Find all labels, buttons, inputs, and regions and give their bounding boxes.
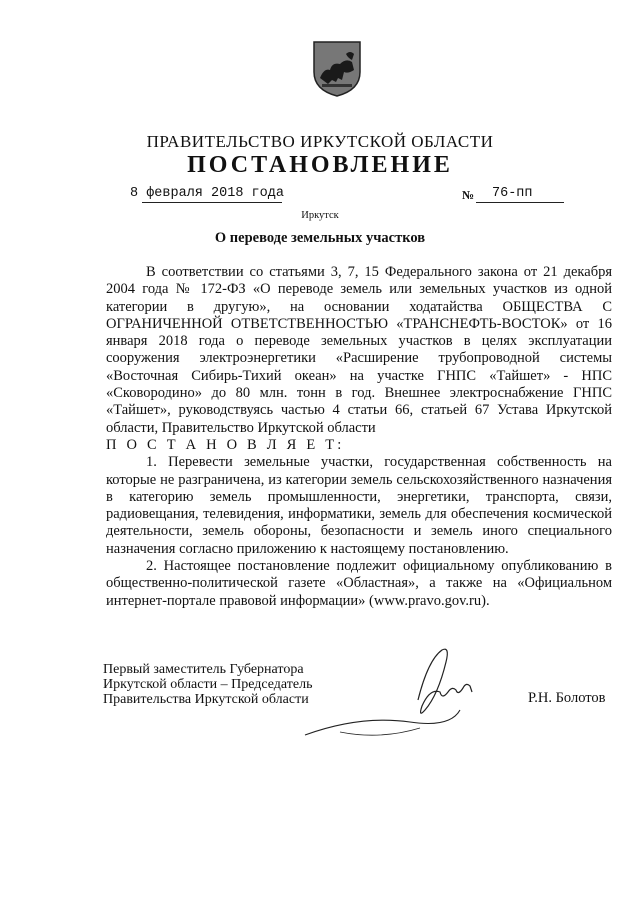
- document-body: [106, 264, 612, 610]
- preamble-paragraph: В соответствии со статьями 3, 7, 15 Федерального закона от 21 декабря 2004 года № 172-ФЗ «О переводе земель или земельных участков из одной категории в другую», на основании ходатайства ОБЩЕСТВА С ОГРАНИЧЕННОЙ ОТВЕТСТВЕННОСТЬЮ «ТРАНСНЕФТЬ-ВОСТОК» от 16 января 2018 года о переводе земельных участков в целях эксплуатации сооружения электроэнергетики «Расширение трубопроводной системы «Восточная Сибирь-Тихий океан» на участке ГНПС «Тайшет» - НПС «Сковородино» до 80 млн. тонн в год. Внешнее электроснабжение ГНПС «Тайшет», руководствуясь частью 4 статьи 66, статьей 67 Устава Иркутской области, Правительство Иркутской области: [106, 264, 612, 436]
- number-underline: [476, 202, 564, 203]
- government-name: ПРАВИТЕЛЬСТВО ИРКУТСКОЙ ОБЛАСТИ: [146, 132, 494, 151]
- city: Иркутск: [301, 210, 339, 221]
- coat-of-arms-icon: [312, 40, 362, 98]
- document-number: 76-пп: [492, 186, 533, 201]
- signer-title: [103, 662, 312, 707]
- date-underline: [142, 202, 282, 203]
- handwritten-signature: [300, 640, 490, 750]
- document-subject: О переводе земельных участков: [214, 230, 426, 246]
- signer-title-line: Первый заместитель Губернатора: [103, 662, 304, 677]
- document-type: ПОСТАНОВЛЕНИЕ: [187, 152, 453, 178]
- number-sign: №: [462, 188, 475, 202]
- item-2-paragraph: 2. Настоящее постановление подлежит официальному опубликованию в общественно-политической газете «Областная», а также на «Официальном интернет-портале правовой информации» (www.pravo.gov.ru).: [106, 558, 612, 609]
- document-date: 8 февраля 2018 года: [130, 186, 284, 201]
- signer-title-line: Иркутской области – Председатель: [103, 677, 313, 692]
- signer-name: Р.Н. Болотов: [528, 690, 606, 706]
- decree-heading: П О С Т А Н О В Л Я Е Т:: [106, 436, 345, 453]
- item-1-paragraph: 1. Перевести земельные участки, государственная собственность на которые не разграничена, из категории земель сельскохозяйственного назначения в категорию земель промышленности, энергетики, транспорта, связи, радиовещания, телевидения, информатики, земель для обеспечения космической деятельности, земель обороны, безопасности и земель иного специального назначения согласно приложению к настоящему постановлению.: [106, 454, 612, 557]
- signer-title-line: Правительства Иркутской области: [103, 692, 309, 707]
